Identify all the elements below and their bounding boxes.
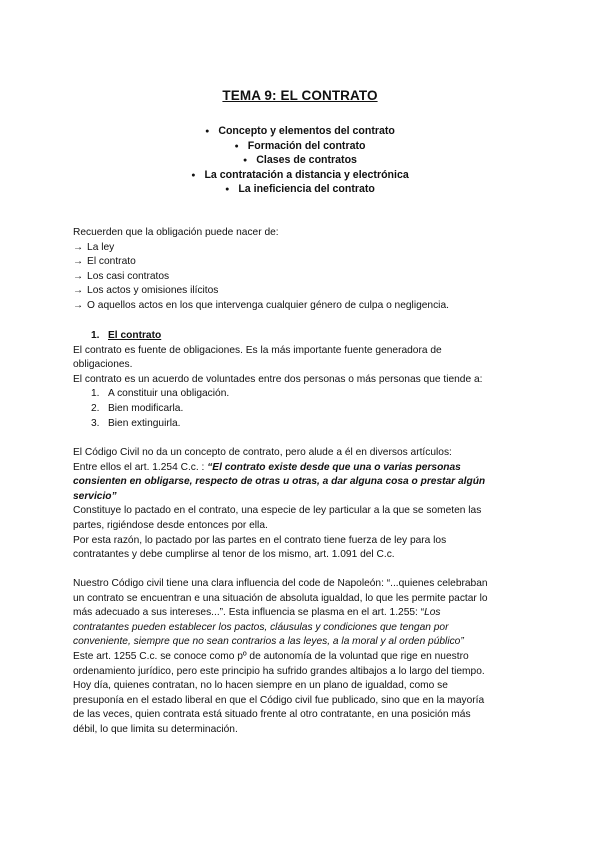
intro-lead: Recuerden que la obligación puede nacer de: <box>73 227 279 238</box>
paragraph-line: Este art. 1255 C.c. se conoce como pº de autonomía de la voluntad que rige en nuestro <box>73 650 469 662</box>
intro-block <box>73 226 535 314</box>
paragraph-line: obligaciones. <box>73 359 133 371</box>
bullet-icon: ● <box>243 157 248 165</box>
paragraph-line: El contrato es fuente de obligaciones. Es la más importante fuente generadora de <box>73 344 442 356</box>
section-1 <box>73 329 535 431</box>
arrow-icon: → <box>73 241 84 253</box>
bullet-icon: ● <box>205 128 210 135</box>
codigo-paragraph <box>73 446 535 563</box>
paragraph-line: Por esta razón, lo pactado por las partes en el contrato tiene fuerza de ley para los <box>73 534 447 546</box>
paragraph-line: partes, rigiéndose desde entonces por ella. <box>73 519 268 531</box>
paragraph-line: conveniente, siempre que no sean contrarios a las leyes, a la moral y al orden público” <box>73 636 464 648</box>
list-item: → Los actos y omisiones ilícitos <box>73 285 219 297</box>
paragraph-line: consienten en obligarse, respecto de otras u otras, a dar alguna cosa o prestar algún <box>73 476 486 488</box>
paragraph-line: ordenamiento jurídico, pero este principio ha sufrido grandes altibajos a lo largo del tiempo. <box>73 665 485 677</box>
topic-item: ● Clases de contratos <box>0 153 600 168</box>
paragraph-line: débil, lo que limita su determinación. <box>73 723 238 735</box>
napoleon-paragraph <box>73 577 535 738</box>
paragraph-line: servicio” <box>73 490 117 502</box>
paragraph-line: El Código Civil no da un concepto de contrato, pero alude a él en diversos artículos: <box>73 447 452 458</box>
numbered-item: 3. Bien extinguirla. <box>91 417 181 429</box>
paragraph-line: contratantes y debe cumplirse al tenor de los mismo, art. 1.091 del C.c. <box>73 549 395 561</box>
topic-item: ● Formación del contrato <box>0 139 600 154</box>
topic-item: ● Concepto y elementos del contrato <box>0 124 600 139</box>
bullet-icon: ● <box>225 186 230 194</box>
section-heading: 1. El contrato <box>91 330 162 341</box>
bullet-icon: ● <box>191 171 196 179</box>
numbered-item: 1. A constituir una obligación. <box>91 388 230 400</box>
arrow-icon: → <box>73 285 84 297</box>
list-item: → O aquellos actos en los que intervenga cualquier género de culpa o negligencia. <box>73 299 449 311</box>
list-item: → La ley <box>73 241 115 253</box>
numbered-item: 2. Bien modificarla. <box>91 402 184 414</box>
page-title: TEMA 9: EL CONTRATO <box>222 88 378 103</box>
arrow-icon: → <box>73 270 84 282</box>
arrow-icon: → <box>73 256 84 268</box>
paragraph-line: presuponía en el estado liberal en que el Código civil fue publicado, sino que en la mayoría <box>73 694 485 706</box>
list-item: → El contrato <box>73 256 136 268</box>
topic-item: ● La contratación a distancia y electrónica <box>0 168 600 183</box>
paragraph-line: El contrato es un acuerdo de voluntades entre dos personas o más personas que tiende a: <box>73 373 483 385</box>
paragraph-line: Constituye lo pactado en el contrato, una especie de ley particular a la que se someten las <box>73 505 482 517</box>
paragraph-line: contratantes pueden establecer los pactos, cláusulas y condiciones que tengan por <box>73 621 449 633</box>
topic-list <box>0 124 600 197</box>
paragraph-line: un contrato se encuentran e una situación de absoluta igualdad, lo que les permite pactar lo <box>73 592 488 604</box>
list-item: → Los casi contratos <box>73 270 170 282</box>
arrow-icon: → <box>73 299 84 311</box>
topic-item: ● La ineficiencia del contrato <box>0 182 600 197</box>
paragraph-line: más adecuado a sus intereses...”. Esta influencia se plasma en el art. 1.255: “Los <box>73 607 441 619</box>
paragraph-line: Hoy día, quienes contratan, no lo hacen siempre en un plano de igualdad, como se <box>73 680 448 692</box>
paragraph-line: Nuestro Código civil tiene una clara influencia del code de Napoleón: “...quienes celebraban <box>73 578 488 589</box>
paragraph-line: de las veces, quien contrata está situado frente al otro contratante, en una posición más <box>73 709 471 721</box>
bullet-icon: ● <box>234 142 239 150</box>
paragraph-line: Entre ellos el art. 1.254 C.c. : “El contrato existe desde que una o varias personas <box>73 461 461 473</box>
